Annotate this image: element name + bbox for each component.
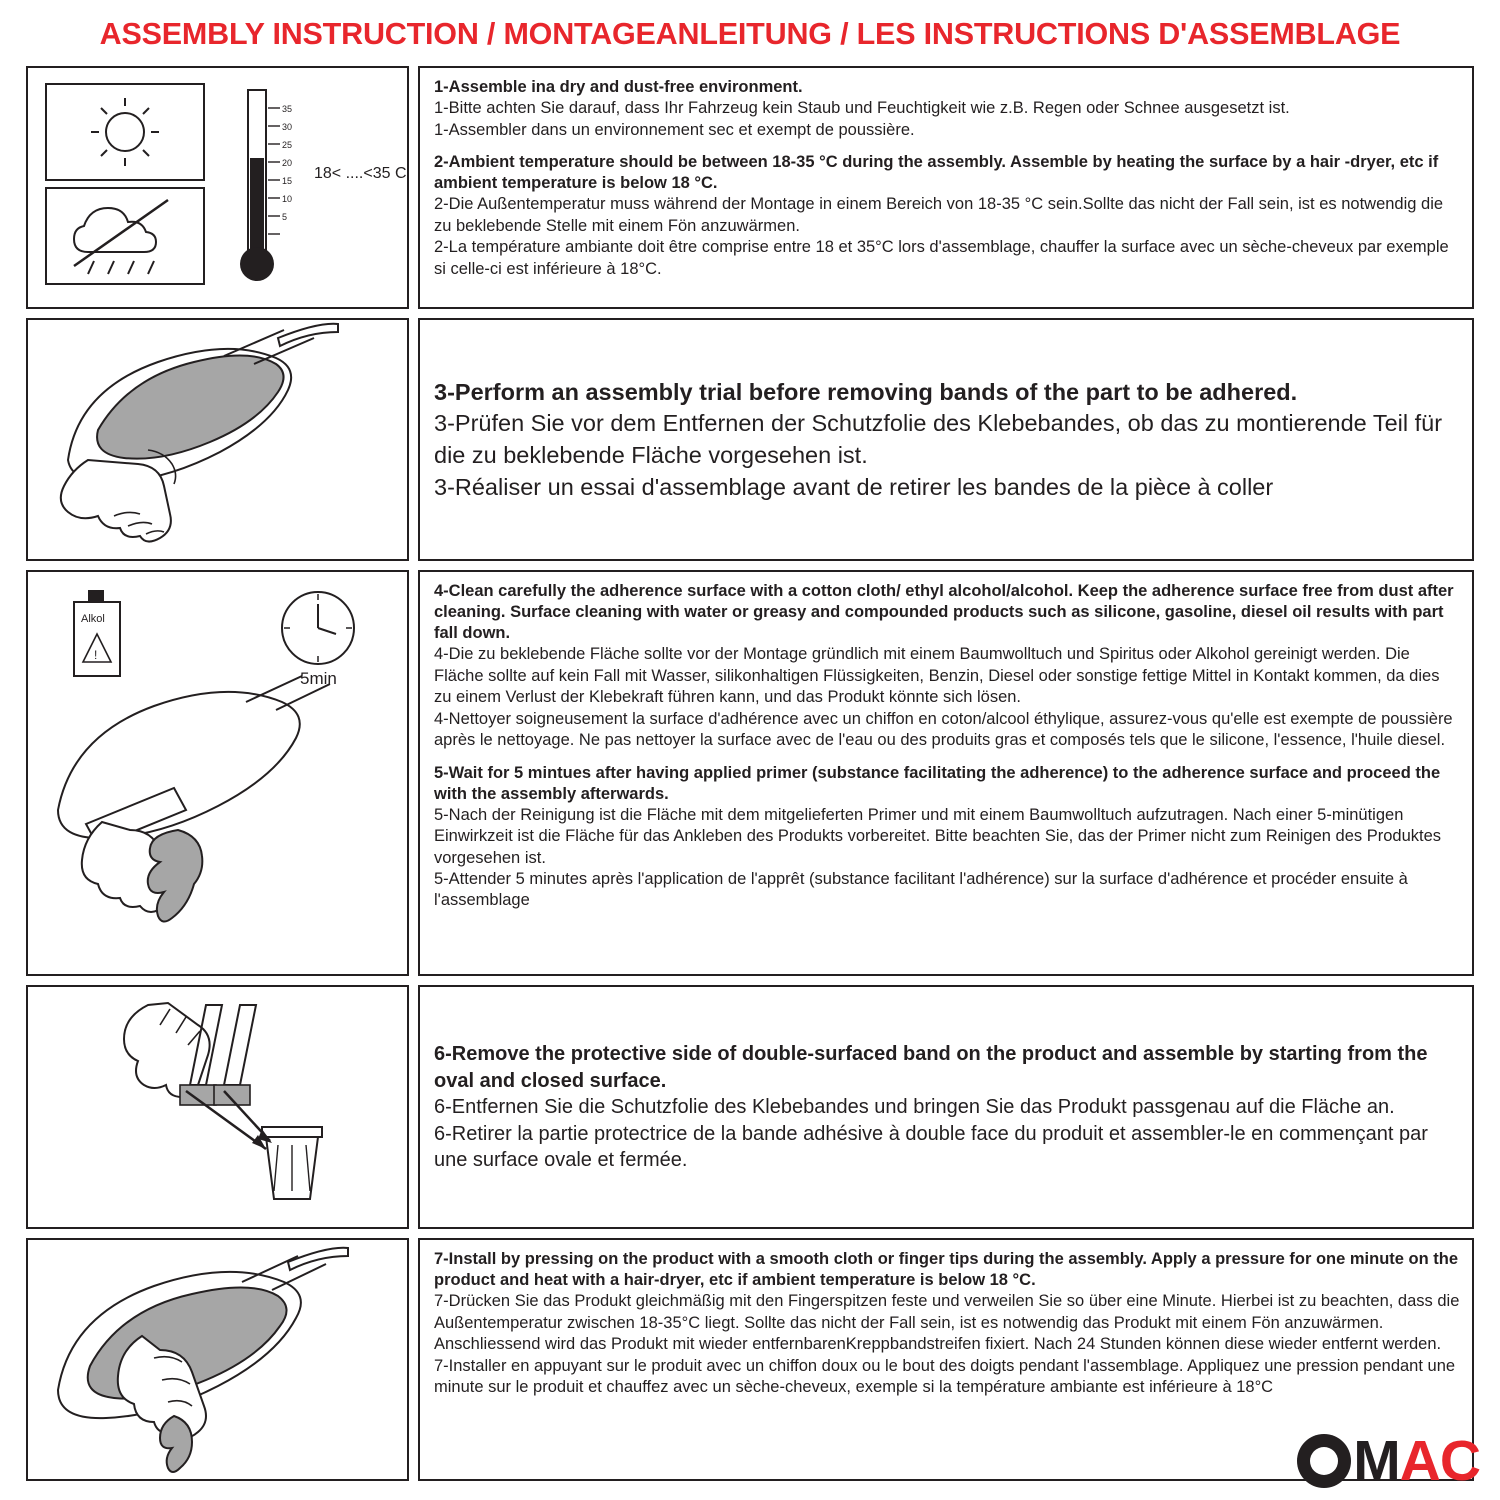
step-2-fr: 2-La température ambiante doit être comprise entre 18 et 35°C lors d'assemblage, chauffer la surface avec un sèche-cheveux par exemple si celle-ci est inférieure à 18°C. [434,238,1449,278]
step-row-2 [26,318,1474,561]
steps-grid [26,66,1474,1478]
step-1-en: 1-Assemble ina dry and dust-free environment. [434,78,803,96]
step-1-fr: 1-Assembler dans un environnement sec et exempt de poussière. [434,120,915,139]
step-7-fr: 7-Installer en appuyant sur le produit avec un chiffon doux ou le bout des doigts pendant l'assemblage. Appliquez une pression pendant une minute sur le produit et chauffez avec un sèche-cheveux, exemple si la température ambiante est inférieure à 18°C [434,1356,1456,1396]
svg-text:35: 35 [282,104,293,114]
step-6-fr: 6-Retirer la partie protectrice de la bande adhésive à double face du produit et assembler-le en commençant par une surface ovale et fermée. [434,1122,1428,1172]
step-7-de: 7-Drücken Sie das Produkt gleichmäßig mit den Fingerspitzen feste und verweilen Sie so über eine Minute. Hierbei ist zu beachten, dass die Außentemperatur zwischen 18-35°C liegt. Sollte das nicht der Fall sein, ist es notwendig das Produkt mit einem Fön anzuwärmen. Anschliessend wird das Produkt mit wieder entfernbarenKreppbandstreifen fixiert. Nach 24 Stunden können diese wieder entfernt werden. [434,1292,1460,1354]
step-3-de: 3-Prüfen Sie vor dem Entfernen der Schutzfolie des Klebebandes, ob das zu montierende Teil für die zu beklebende Fläche vorgesehen ist. [434,410,1443,468]
logo-m: M [1353,1429,1400,1493]
svg-text:15: 15 [282,176,293,186]
step-6-illustration [26,985,409,1229]
svg-text:!: ! [94,648,98,662]
step-4-illustration [26,570,409,976]
step-3-fr: 3-Réaliser un essai d'assemblage avant de retirer les bandes de la pièce à coller [434,473,1274,500]
page-title: ASSEMBLY INSTRUCTION / MONTAGEANLEITUNG / LES INSTRUCTIONS D'ASSEMBLAGE [99,17,1401,51]
step-7-illustration [26,1238,409,1481]
svg-text:5: 5 [282,212,288,222]
logo-o-mark [1297,1434,1351,1488]
step-4-fr: 4-Nettoyer soigneusement la surface d'adhérence avec un chiffon en coton/alcool éthylique, assurez-vous qu'elle est exempte de poussière après le nettoyage. Ne pas nettoyer la surface avec de l'eau ou des produits gras et composés tels que le silicone, l'essence, l'huile diesel. [434,709,1453,750]
svg-text:30: 30 [282,122,293,132]
omac-logo [1297,1430,1480,1492]
svg-text:18< ....<35 C: 18< ....<35 C [314,165,407,182]
step-4-en: 4-Clean carefully the adherence surface with a cotton cloth/ ethyl alcohol/alcohol. Keep the adherence surface free from dust after cleaning. Surface cleaning with water or greasy and compounded products such as silicone, gasoline, diesel oil results with part fall down. [434,582,1454,643]
step-row-5 [26,1238,1474,1481]
step-6-en: 6-Remove the protective side of double-surfaced band on the product and assemble by starting from the oval and closed surface. [434,1043,1428,1092]
svg-text:10: 10 [282,194,293,204]
step-5-en: 5-Wait for 5 mintues after having applied primer (substance facilitating the adherence) to the adherence surface and proceed the with the assembly afterwards. [434,763,1441,803]
step-3-en: 3-Perform an assembly trial before removing bands of the part to be adhered. [434,378,1298,405]
step-7-en: 7-Install by pressing on the product with a smooth cloth or finger tips during the assembly. Apply a pressure for one minute on the product and heat with a hair-dryer, etc if ambient temperature is below 18 °C. [434,1250,1459,1290]
svg-text:5min: 5min [300,669,337,688]
step-row-4 [26,985,1474,1229]
step-3-text [418,318,1474,561]
step-row-3 [26,570,1474,976]
svg-text:20: 20 [282,158,293,168]
step-2-en: 2-Ambient temperature should be between 18-35 °C during the assembly. Assemble by heating the surface by a hair -dryer, etc if ambient temperature is below 18 °C. [434,152,1439,193]
step-1-2-text [418,66,1474,309]
logo-wordmark [1353,1429,1480,1493]
step-6-de: 6-Entfernen Sie die Schutzfolie des Klebebandes und bringen Sie das Produkt passgenau auf die Fläche an. [434,1096,1395,1119]
svg-text:25: 25 [282,140,293,150]
step-4-de: 4-Die zu beklebende Fläche sollte vor der Montage gründlich mit einem Baumwolltuch und Spiritus oder Alkohol gereinigt werden. Die Fläche sollte auf kein Fall mit Wasser, silikonhaltigen Flüssigkeiten, Benzin, Diesel oder sonstige fettige Mittel in Kontakt kommen, da dies zu einem Verlust der Klebekraft führen kann, und das Produkt könnte sich lösen. [434,645,1440,707]
step-1-de: 1-Bitte achten Sie darauf, dass Ihr Fahrzeug kein Staub und Feuchtigkeit wie z.B. Regen oder Schnee ausgesetzt ist. [434,99,1290,118]
step-2-de: 2-Die Außentemperatur muss während der Montage in einem Bereich von 18-35 °C sein.Sollte das nicht der Fall sein, ist es notwendig die zu beklebende Stelle mit einem Fön anzuwärmen. [434,195,1444,235]
step-5-fr: 5-Attender 5 minutes après l'application de l'apprêt (substance facilitant l'adhérence) sur la surface d'adhérence et procéder ensuite à l'assemblage [434,870,1408,910]
step-1-illustration [26,66,409,309]
step-4-5-text [418,570,1474,976]
step-6-text [418,985,1474,1229]
step-5-de: 5-Nach der Reinigung ist die Fläche mit dem mitgelieferten Primer und mit einem Baumwolltuch aufzutragen. Nach einer 5-minütigen Einwirkzeit ist die Fläche für das Ankleben des Produkts vorbereitet. Bitte beachten Sie, das der Primer nicht zum Reinigen des Produktes vorgesehen ist. [434,805,1442,867]
svg-text:Alkol: Alkol [81,613,105,625]
step-row-1 [26,66,1474,309]
logo-ac: AC [1399,1429,1480,1493]
step-3-illustration [26,318,409,561]
